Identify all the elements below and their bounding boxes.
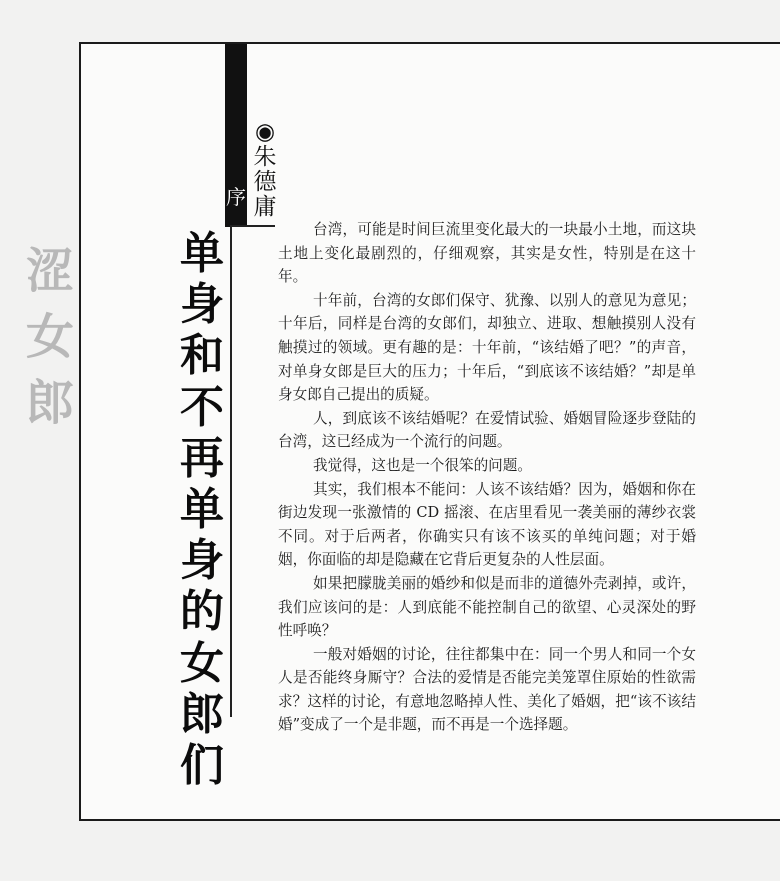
chapter-title-vertical (178, 228, 226, 791)
divider-vertical (230, 227, 232, 717)
chapter-title-char: 身 (180, 535, 224, 587)
book-title-vertical (24, 238, 76, 436)
book-title-char: 涩 (25, 243, 74, 299)
chapter-title-char: 女 (180, 637, 224, 689)
chapter-title-char: 不 (180, 381, 224, 433)
paragraph: 十年前，台湾的女郎们保守、犹豫、以别人的意见为意见；十年后，同样是台湾的女郎们，却独立、进取、想触摸别人没有触摸过的领域。更有趣的是：十年前，“该结婚了吧？”的声音，对单身女郎是巨大的压力；十年后，“到底该不该结婚？”却是单身女郎自己提出的质疑。 (278, 291, 696, 404)
paragraph: 如果把朦胧美丽的婚纱和似是而非的道德外壳剥掉，或许，我们应该问的是：人到底能不能控制自己的欲望、心灵深处的野性呼唤？ (278, 574, 696, 640)
author-bullet-icon: ◉ (254, 119, 276, 145)
paragraph: 台湾，可能是时间巨流里变化最大的一块最小土地，而这块土地上变化最剧烈的，仔细观察，其实是女性，特别是在这十年。 (278, 221, 696, 286)
author-name-vertical (251, 120, 279, 220)
author-char: 德 (253, 169, 277, 195)
book-title-char: 郎 (25, 375, 74, 431)
preface-body (278, 218, 696, 737)
chapter-title-char: 的 (180, 586, 224, 638)
chapter-title-char: 身 (180, 279, 224, 331)
paragraph: 我觉得，这也是一个很笨的问题。 (313, 456, 532, 474)
section-label: 序 (226, 185, 246, 209)
chapter-title-char: 和 (180, 330, 224, 382)
chapter-title-char: 郎 (180, 688, 224, 740)
author-char: 庸 (253, 194, 277, 220)
paragraph: 一般对婚姻的讨论，往往都集中在：同一个男人和同一个女人是否能终身厮守？合法的爱情是否能完美笼罩住原始的性欲需求？这样的讨论，有意地忽略掉人性、美化了婚姻，把“该不该结婚”变成了一个是非题，而不再是一个选择题。 (278, 645, 696, 734)
author-char: 朱 (253, 144, 277, 170)
book-title-char: 女 (25, 309, 74, 365)
chapter-title-char: 单 (180, 484, 224, 536)
divider-horizontal (230, 225, 275, 227)
chapter-title-char: 们 (180, 740, 224, 792)
chapter-title-char: 单 (180, 228, 224, 279)
paragraph: 人，到底该不该结婚呢？在爱情试验、婚姻冒险逐步登陆的台湾，这已经成为一个流行的问题。 (278, 409, 696, 451)
chapter-title-char: 再 (180, 432, 224, 484)
paragraph: 其实，我们根本不能问：人该不该结婚？因为，婚姻和你在街边发现一张激情的 CD 摇滚、在店里看见一袭美丽的薄纱衣裳不同。对于后两者，你确实只有该不该买的单纯问题；对于婚姻，你面临的却是隐藏在它背后更复杂的人性层面。 (278, 480, 696, 569)
